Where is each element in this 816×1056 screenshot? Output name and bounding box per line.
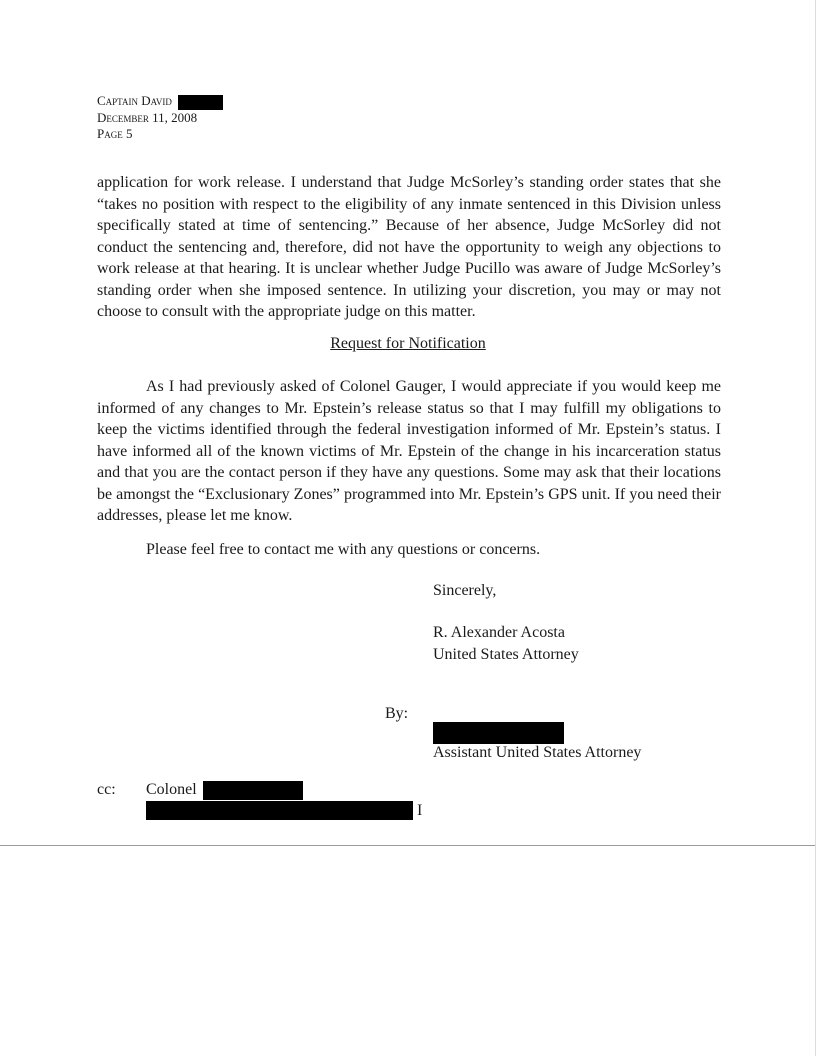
letter-header — [97, 93, 223, 142]
signer-name: R. Alexander Acosta — [433, 624, 565, 641]
page-number: Page 5 — [97, 125, 133, 141]
signer-title: United States Attorney — [433, 645, 579, 663]
signature-redaction-bar — [433, 722, 564, 744]
redaction-bar — [178, 95, 223, 110]
paragraph-notification: As I had previously asked of Colonel Gauger, I would appreciate if you would keep me informed of any changes to Mr. Epstein’s release status so that I may fulfill my obligations to keep the victims identified through the federal investigation informed of Mr. Epstein’s status. I have informed all of the known victims of Mr. Epstein of the change in his incarceration status and that you are the contact person if they have any questions. Some may ask that their locations be amongst the “Exclusionary Zones” programmed into Mr. Epstein’s GPS unit. If you need their addresses, please let me know. — [97, 378, 721, 524]
signature-block — [433, 622, 579, 665]
page-divider — [0, 845, 816, 846]
cc-label: cc: — [97, 781, 116, 798]
cc-recipient: Colonel — [146, 781, 197, 798]
ausa-title: Assistant United States Attorney — [433, 744, 642, 761]
paragraph-work-release: application for work release. I understand that Judge McSorley’s standing order states that she “takes no position with respect to the eligibility of any inmate sentenced in this Division unless specifically stated at time of sentencing.” Because of her absence, Judge McSorley did not conduct the sentencing and, therefore, did not have the opportunity to weigh any objections to work release at that hearing. It is unclear whether Judge Pucillo was aware of Judge McSorley’s standing order when she imposed sentence. In utilizing your discretion, you may or may not choose to consult with the appropriate judge on this matter. — [97, 174, 721, 320]
paragraph-contact: Please feel free to contact me with any questions or concerns. — [146, 541, 541, 558]
letter-date: December 11, 2008 — [97, 109, 198, 125]
section-heading: Request for Notification — [330, 335, 486, 352]
cc-redaction-bar-2 — [146, 801, 413, 820]
by-label: By: — [385, 705, 409, 722]
valediction: Sincerely, — [433, 582, 497, 599]
cc-trailing-mark: I — [417, 802, 423, 819]
cc-redaction-bar — [203, 781, 303, 800]
recipient-name: Captain David — [97, 93, 172, 108]
